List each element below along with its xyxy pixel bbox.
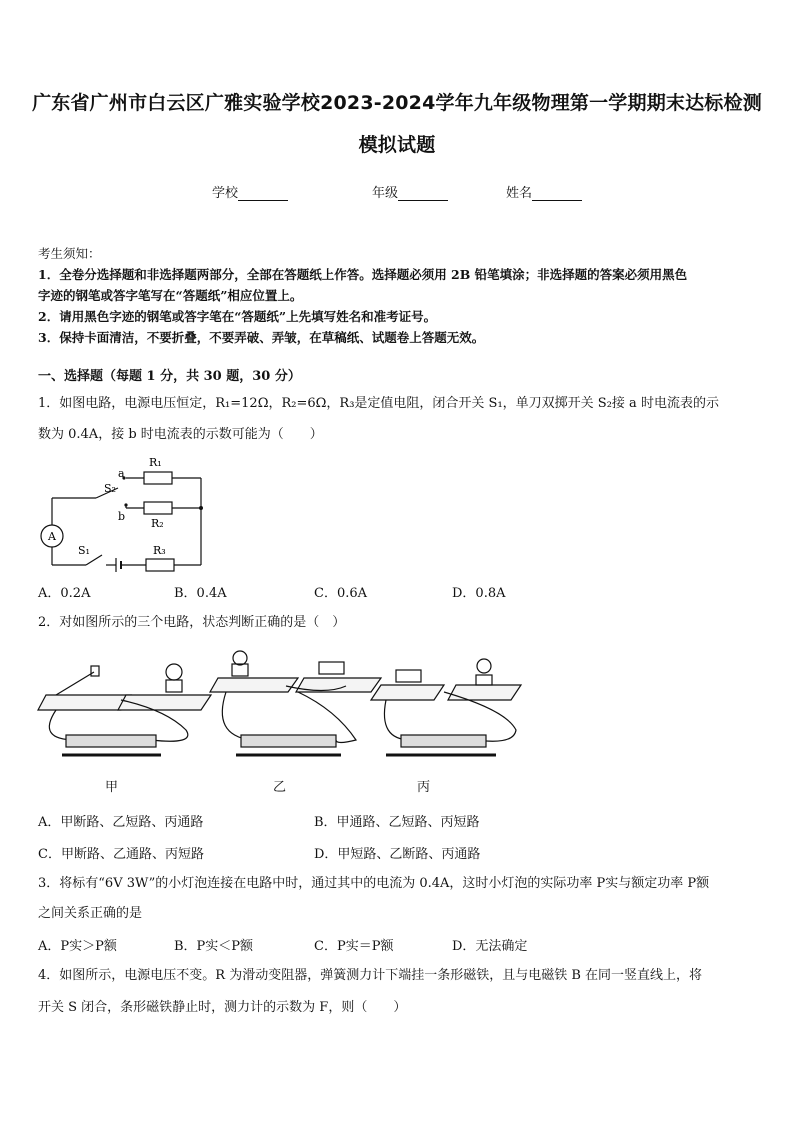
school-field[interactable] — [212, 182, 288, 201]
q2-option-c[interactable]: C．甲断路、乙通路、丙短路 — [38, 847, 204, 862]
q2-option-b[interactable]: B．甲通路、乙短路、丙短路 — [314, 815, 480, 830]
q2-option-d[interactable]: D．甲短路、乙断路、丙通路 — [314, 847, 481, 862]
q3-option-b[interactable]: B．P实＜P额 — [174, 939, 254, 954]
label-s2: S₂ — [104, 482, 116, 495]
question-2-stem: 2．对如图所示的三个电路，状态判断正确的是（ ） — [38, 615, 346, 630]
question-1-circuit-diagram — [36, 450, 216, 575]
label-r1: R₁ — [149, 456, 162, 469]
q3-option-c[interactable]: C．P实＝P额 — [314, 939, 394, 954]
school-label: 学校 — [212, 186, 239, 201]
grade-label: 年级 — [372, 186, 399, 201]
question-1-line2: 数为 0.4A，接 b 时电流表的示数可能为（ ） — [38, 427, 323, 442]
notice-heading: 考生须知： — [38, 246, 101, 261]
grade-field[interactable] — [372, 182, 448, 201]
ammeter-label: A — [48, 530, 56, 543]
question-4-line2: 开关 S 闭合，条形磁铁静止时，测力计的示数为 F，则（ ） — [38, 1000, 407, 1015]
notice-item-2: 2．请用黑色字迹的钢笔或答字笔在“答题纸”上先填写姓名和准考证号。 — [38, 309, 437, 324]
notice-item-3: 3．保持卡面清洁，不要折叠，不要弄破、弄皱，在草稿纸、试题卷上答题无效。 — [38, 330, 485, 345]
exam-notice — [38, 243, 763, 348]
q1-option-d[interactable]: D．0.8A — [452, 586, 506, 601]
notice-item-1b: 字迹的钢笔或答字笔写在“答题纸”相应位置上。 — [38, 288, 303, 303]
question-1-line1: 1．如图电路，电源电压恒定，R₁=12Ω，R₂=6Ω，R₃是定值电阻，闭合开关 S₁，单刀双掷开关 S₂接 a 时电流表的示 — [38, 396, 719, 411]
caption-yi: 乙 — [273, 780, 287, 795]
paper-title-line1: 广东省广州市白云区广雅实验学校2023-2024学年九年级物理第一学期期末达标检测 — [32, 92, 762, 114]
label-b: b — [118, 510, 126, 523]
question-2-circuits-figure — [36, 650, 536, 770]
notice-item-1a: 1．全卷分选择题和非选择题两部分，全部在答题纸上作答。选择题必须用 2B 铅笔填涂；非选择题的答案必须用黑色 — [38, 267, 688, 282]
label-r2: R₂ — [151, 517, 164, 530]
q1-option-a[interactable]: A．0.2A — [38, 586, 91, 601]
paper-title-line2: 模拟试题 — [358, 134, 436, 156]
section-heading: 一、选择题（每题 1 分，共 30 题，30 分） — [38, 369, 301, 384]
question-4-line1: 4．如图所示，电源电压不变。R 为滑动变阻器，弹簧测力计下端挂一条形磁铁，且与电磁铁 B 在同一竖直线上，将 — [38, 968, 703, 983]
label-r3: R₃ — [153, 544, 166, 557]
caption-jia: 甲 — [105, 780, 119, 795]
label-a: a — [118, 467, 125, 480]
caption-bing: 丙 — [417, 780, 431, 795]
q3-option-d[interactable]: D．无法确定 — [452, 939, 528, 954]
name-label: 姓名 — [506, 186, 533, 201]
question-3-line1: 3．将标有“6V 3W”的小灯泡连接在电路中时，通过其中的电流为 0.4A，这时小灯泡的实际功率 P实与额定功率 P额 — [38, 876, 710, 891]
name-field[interactable] — [506, 182, 582, 201]
label-s1: S₁ — [78, 544, 90, 557]
q1-option-c[interactable]: C．0.6A — [314, 586, 368, 601]
question-3-line2: 之间关系正确的是 — [38, 906, 143, 921]
q3-option-a[interactable]: A．P实＞P额 — [38, 939, 117, 954]
q1-option-b[interactable]: B．0.4A — [174, 586, 227, 601]
q2-option-a[interactable]: A．甲断路、乙短路、丙通路 — [38, 815, 204, 830]
